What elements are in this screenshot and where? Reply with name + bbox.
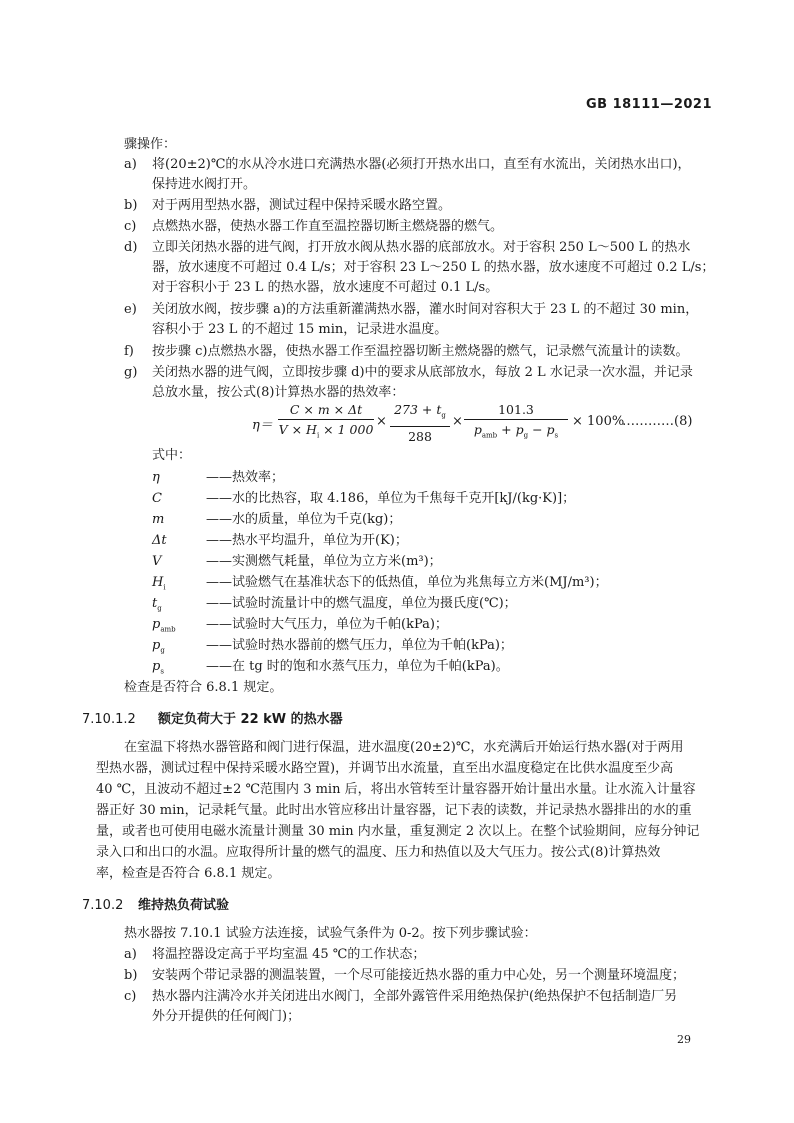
- section-title: 维持热负荷试验: [138, 898, 230, 913]
- step-label: a): [124, 157, 137, 172]
- symbol: η: [152, 470, 160, 485]
- symbol: $t_g$: [152, 596, 162, 613]
- paragraph-line: 录入口和出口的水温。应取得所计量的燃气的温度、压力和热值以及大气压力。按公式(8)计算热效: [96, 845, 661, 860]
- section-title: 额定负荷大于 22 kW 的热水器: [158, 712, 343, 727]
- step-text: 立即关闭热水器的进气阀，打开放水阀从热水器的底部放水。对于容积 250 L～500 L 的热水: [152, 240, 691, 255]
- step-label: f): [124, 344, 134, 359]
- equation-number: …………(8): [622, 414, 693, 429]
- symbol-description: ——试验时流量计中的燃气温度，单位为摄氏度(℃)；: [206, 596, 517, 611]
- standard-code: GB 18111—2021: [585, 97, 712, 112]
- times-sign: ×: [452, 414, 463, 429]
- symbol: $p_g$: [152, 638, 165, 655]
- symbol-description: ——试验时热水器前的燃气压力，单位为千帕(kPa)；: [206, 638, 513, 653]
- step-text: 器，放水速度不可超过 0.4 L/s；对于容积 23 L～250 L 的热水器，放水速度不可超过 0.2 L/s；: [152, 260, 715, 275]
- step-text: 按步骤 c)点燃热水器，使热水器工作至温控器切断主燃烧器的燃气，记录燃气流量计的读数。: [152, 344, 689, 359]
- symbol: V: [152, 554, 162, 569]
- step-text: 点燃热水器，使热水器工作直至温控器切断主燃烧器的燃气。: [152, 219, 504, 234]
- symbol: $p_s$: [152, 659, 164, 676]
- symbol-description: ——在 tg 时的饱和水蒸气压力，单位为千帕(kPa)。: [206, 659, 509, 674]
- step-label: a): [124, 947, 137, 962]
- section-heading: [82, 710, 343, 730]
- step-text: 关闭放水阀，按步骤 a)的方法重新灌满热水器，灌水时间对容积大于 23 L 的不超过 30 min，: [152, 302, 699, 317]
- paragraph-line: 量，或者也可使用电磁水流量计测量 30 min 内水量，重复测定 2 次以上。在整个试验期间，应每分钟记: [96, 824, 700, 839]
- paragraph-line: 热水器按 7.10.1 试验方法连接，试验气条件为 0-2。按下列步骤试验：: [124, 926, 537, 941]
- symbol: $H_i$: [152, 575, 166, 592]
- symbol-description: ——热效率；: [206, 470, 285, 485]
- step-text: 对于两用型热水器，测试过程中保持采暖水路空置。: [152, 198, 452, 213]
- symbol-description: ——试验时大气压力，单位为千帕(kPa)；: [206, 617, 448, 632]
- section-heading: [82, 896, 229, 916]
- symbol-description: ——实测燃气耗量，单位为立方米(m³)；: [206, 554, 442, 569]
- step-text: 热水器内注满冷水并关闭进出水阀门，全部外露管件采用绝热保护(绝热保护不包括制造厂另: [152, 989, 678, 1004]
- step-label: b): [124, 968, 138, 983]
- symbol-description: ——水的比热容，取 4.186，单位为千焦每千克开[kJ/(kg·K)]；: [206, 491, 576, 506]
- step-label: e): [124, 302, 137, 317]
- times-sign: ×: [376, 414, 387, 429]
- paragraph-line: 率，检查是否符合 6.8.1 规定。: [96, 866, 281, 881]
- step-label: d): [124, 240, 138, 255]
- formula-tail: × 100%: [572, 414, 625, 429]
- symbol: C: [152, 491, 162, 506]
- paragraph-line: 在室温下将热水器管路和阀门进行保温，进水温度(20±2)℃，水充满后开始运行热水器(对于两用: [124, 740, 684, 755]
- step-label: g): [124, 365, 138, 380]
- intro-text: 骤操作：: [124, 137, 177, 152]
- paragraph-line: 40 ℃，且波动不超过±2 ℃范围内 3 min 后，将出水管转至计量容器开始计量出水量。让水流入计量容: [96, 782, 696, 797]
- symbol: $p_{amb}$: [152, 617, 176, 634]
- step-label: b): [124, 198, 138, 213]
- symbol-description: ——水的质量，单位为千克(kg)；: [206, 512, 402, 527]
- formula-fraction-1: $\frac{C \times m \times \Delta t}{V \times H_i \times 1 000}$: [278, 402, 374, 440]
- step-text: 安装两个带记录器的测温装置，一个尽可能接近热水器的重力中心处，另一个测量环境温度；: [152, 968, 686, 983]
- step-text: 容积小于 23 L 的不超过 15 min，记录进水温度。: [152, 322, 448, 337]
- symbol-description: ——热水平均温升，单位为开(K)；: [206, 533, 408, 548]
- formula-fraction-2: $\frac{273 + t_g}{288}$: [390, 401, 450, 445]
- step-text: 关闭热水器的进气阀，立即按步骤 d)中的要求从底部放水，每放 2 L 水记录一次水温，并记录: [152, 365, 693, 380]
- section-number: 7.10.1.2: [82, 712, 136, 727]
- step-text: 对于容积小于 23 L 的热水器，放水速度不可超过 0.1 L/s。: [152, 280, 499, 295]
- step-label: c): [124, 219, 137, 234]
- paragraph-line: 器正好 30 min，记录耗气量。此时出水管应移出计量容器，记下表的读数，并记录热水器排出的水的重: [96, 803, 692, 818]
- page-number: 29: [677, 1033, 691, 1046]
- section-number: 7.10.2: [82, 898, 124, 913]
- step-text: 将温控器设定高于平均室温 45 ℃的工作状态；: [152, 947, 426, 962]
- symbol: m: [152, 512, 165, 527]
- step-label: c): [124, 989, 137, 1004]
- formula-fraction-3: 101.3 $p_{amb} + p_g - p_s$: [464, 401, 568, 445]
- step-text: 外分开提供的任何阀门)；: [152, 1009, 301, 1024]
- step-text: 总放水量，按公式(8)计算热水器的热效率：: [152, 385, 405, 400]
- formula-lhs: η＝: [252, 418, 273, 433]
- where-label: 式中：: [152, 448, 192, 463]
- check-text: 检查是否符合 6.8.1 规定。: [124, 680, 283, 695]
- step-text: 保持进水阀打开。: [152, 177, 257, 192]
- step-text: 将(20±2)℃的水从冷水进口充满热水器(必须打开热水出口，直至有水流出，关闭热水出口)，: [152, 157, 691, 172]
- symbol-description: ——试验燃气在基准状态下的低热值，单位为兆焦每立方米(MJ/m³)；: [206, 575, 608, 590]
- symbol: Δt: [152, 533, 167, 548]
- paragraph-line: 型热水器，测试过程中保持采暖水路空置)，并调节出水流量，直至出水温度稳定在比供水温度至少高: [96, 761, 674, 776]
